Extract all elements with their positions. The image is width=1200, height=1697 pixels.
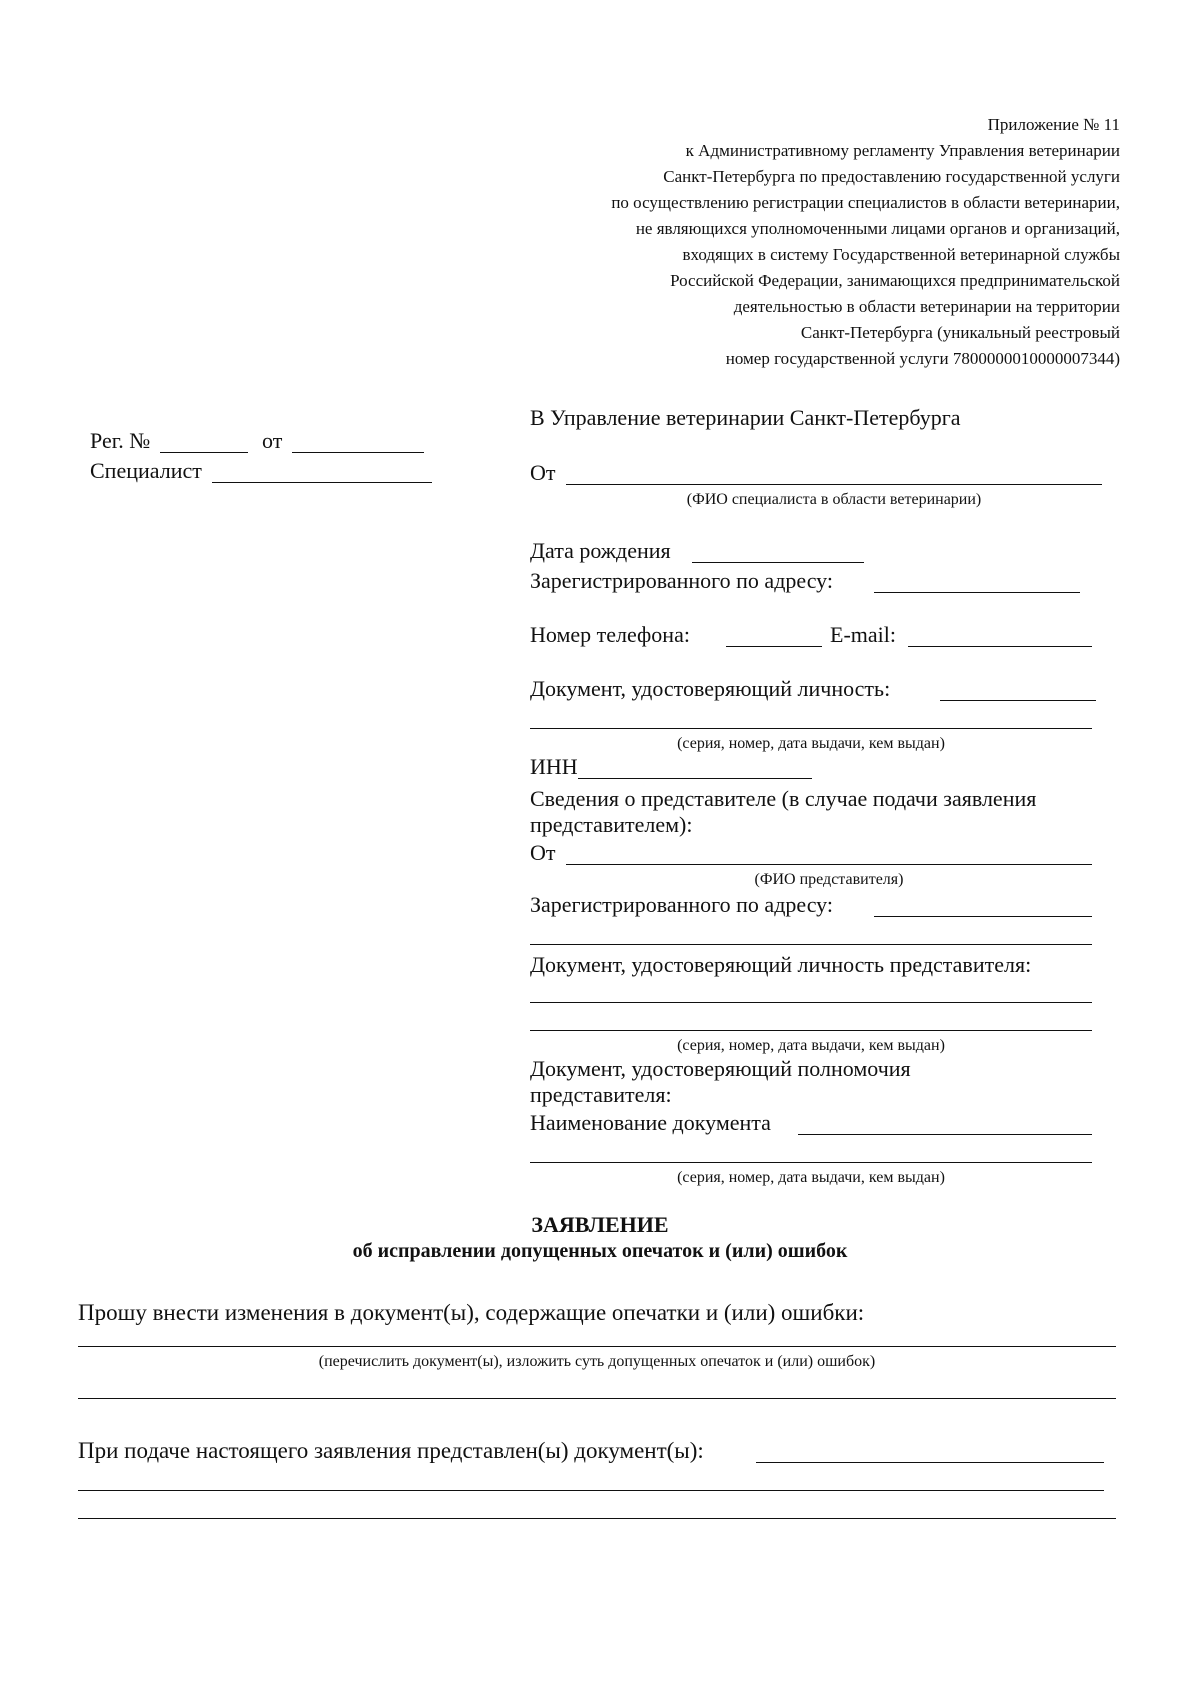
email-field[interactable] [908, 646, 1092, 647]
reg-number-label: Рег. № [90, 428, 151, 453]
rep-authority-line1: Документ, удостоверяющий полномочия [530, 1056, 911, 1081]
rep-fio-caption: (ФИО представителя) [754, 871, 904, 888]
reg-date-field[interactable] [292, 452, 424, 453]
submitted-field-line2[interactable] [78, 1490, 1104, 1491]
from-label: От [530, 460, 556, 485]
id-doc-field[interactable] [940, 700, 1096, 701]
rep-id-doc-field[interactable] [530, 1002, 1092, 1003]
annex-header [480, 112, 1120, 372]
annex-line: Российской Федерации, занимающихся предпринимательской [670, 271, 1120, 290]
statement-subtitle: об исправлении допущенных опечаток и (или) ошибок [352, 1240, 848, 1262]
phone-field[interactable] [726, 646, 822, 647]
annex-line: входящих в систему Государственной ветеринарной службы [682, 245, 1120, 264]
rep-info-line1: Сведения о представителе (в случае подачи заявления [530, 786, 1037, 811]
birth-date-label: Дата рождения [530, 538, 671, 563]
rep-info-line2: представителем): [530, 812, 693, 837]
rep-authority-line2: представителя: [530, 1082, 672, 1107]
doc-name-field[interactable] [798, 1134, 1092, 1135]
address-field[interactable] [874, 592, 1080, 593]
annex-line: Санкт-Петербурга по предоставлению государственной услуги [663, 167, 1120, 186]
email-label: E-mail: [830, 622, 896, 647]
rep-id-doc-caption: (серия, номер, дата выдачи, кем выдан) [677, 1037, 945, 1054]
request-text: Прошу внести изменения в документ(ы), содержащие опечатки и (или) ошибки: [78, 1300, 865, 1325]
doc-name-label: Наименование документа [530, 1110, 771, 1135]
specialist-label: Специалист [90, 458, 202, 483]
annex-line: не являющихся уполномоченными лицами органов и организаций, [635, 219, 1120, 238]
id-doc-caption: (серия, номер, дата выдачи, кем выдан) [677, 735, 945, 752]
annex-line: Приложение № 11 [987, 115, 1120, 134]
doc-name-field-line2[interactable] [530, 1162, 1092, 1163]
inn-label: ИНН [530, 754, 578, 779]
request-field[interactable] [78, 1346, 1116, 1347]
doc-name-caption: (серия, номер, дата выдачи, кем выдан) [677, 1169, 945, 1186]
birth-date-field[interactable] [692, 562, 864, 563]
annex-line: Санкт-Петербурга (уникальный реестровый [800, 323, 1120, 342]
rep-address-label: Зарегистрированного по адресу: [530, 892, 833, 917]
reg-number-field[interactable] [160, 452, 248, 453]
submitted-text: При подаче настоящего заявления представлен(ы) документ(ы): [78, 1438, 704, 1463]
annex-line: к Административному регламенту Управления ветеринарии [685, 141, 1120, 160]
phone-label: Номер телефона: [530, 622, 690, 647]
id-doc-label: Документ, удостоверяющий личность: [530, 676, 891, 701]
rep-id-doc-field-line2[interactable] [530, 1030, 1092, 1031]
specialist-field[interactable] [212, 482, 432, 483]
request-field-line2[interactable] [78, 1398, 1116, 1399]
inn-field[interactable] [578, 778, 812, 779]
statement-title: ЗАЯВЛЕНИЕ [531, 1212, 669, 1237]
rep-address-field[interactable] [874, 916, 1092, 917]
id-doc-field-line2[interactable] [530, 728, 1092, 729]
rep-from-label: От [530, 840, 556, 865]
reg-date-label: от [262, 428, 283, 453]
annex-line: номер государственной услуги 7800000010000007344) [725, 349, 1120, 368]
fio-field[interactable] [566, 484, 1102, 485]
submitted-field-line3[interactable] [78, 1518, 1116, 1519]
fio-caption: (ФИО специалиста в области ветеринарии) [686, 491, 982, 508]
rep-fio-field[interactable] [566, 864, 1092, 865]
rep-id-doc-label: Документ, удостоверяющий личность представителя: [530, 952, 1032, 977]
rep-address-field-line2[interactable] [530, 944, 1092, 945]
addressee: В Управление ветеринарии Санкт-Петербурга [530, 405, 961, 430]
submitted-field[interactable] [756, 1462, 1104, 1463]
request-caption: (перечислить документ(ы), изложить суть допущенных опечаток и (или) ошибок) [318, 1353, 876, 1370]
address-label: Зарегистрированного по адресу: [530, 568, 833, 593]
annex-line: деятельностью в области ветеринарии на территории [733, 297, 1120, 316]
annex-line: по осуществлению регистрации специалистов в области ветеринарии, [611, 193, 1120, 212]
